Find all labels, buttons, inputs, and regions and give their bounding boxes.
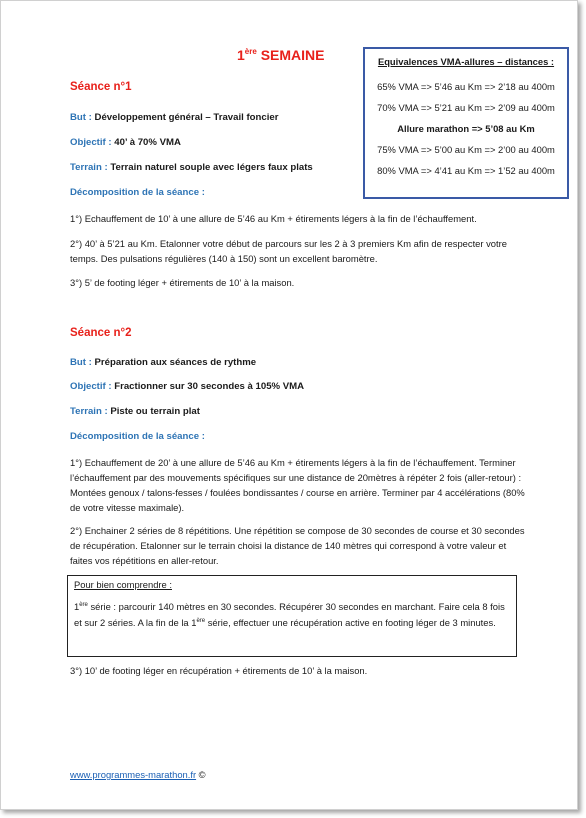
seance-2-objectif: Objectif : Fractionner sur 30 secondes à 105% VMA [70,381,305,392]
seance-1-but: But : Développement général – Travail foncier [70,112,279,123]
seance-1-step: 2°) 40’ à 5’21 au Km. Etalonner votre début de parcours sur les 2 à 3 premiers Km afin de respecter votre temps. Des pulsations régulières (140 à 150) sont un excellent baromètre. [70,238,507,264]
seance-2-step: 2°) Enchainer 2 séries de 8 répétitions. Une répétition se compose de 30 secondes de course et 30 secondes de récupération. Etalonner sur le terrain choisi la distance de 140 mètres qui correspond à votre valeur et faites vos répétitions en aller-retour. [70,525,525,566]
understanding-title: Pour bien comprendre : [74,579,172,590]
vma-row: 65% VMA => 5’46 au Km => 2’18 au 400m [377,81,555,92]
seance-2-terrain: Terrain : Piste ou terrain plat [70,406,200,417]
copyright-mark: © [196,769,206,780]
seance-1-step: 1°) Echauffement de 10’ à une allure de 5’46 au Km + étirements légers à la fin de l’échauffement. [70,213,477,224]
understanding-box [67,575,517,657]
website-link[interactable]: www.programmes-marathon.fr [70,769,197,780]
vma-row: 70% VMA => 5’21 au Km => 2’09 au 400m [377,102,555,113]
seance-2-step: 3°) 10’ de footing léger en récupération + étirements de 10’ à la maison. [70,665,368,676]
seance-1-objectif: Objectif : 40’ à 70% VMA [70,137,181,148]
seance-2-but: But : Préparation aux séances de rythme [70,357,257,368]
vma-equivalences-box [363,47,569,199]
seance-2-decomposition-heading: Décomposition de la séance : [70,431,205,442]
vma-row: 75% VMA => 5’00 au Km => 2’00 au 400m [377,144,555,155]
marathon-pace-row: Allure marathon => 5’08 au Km [397,123,535,134]
seance-1-step: 3°) 5’ de footing léger + étirements de 10’ à la maison. [70,277,295,288]
seance-2-step: 1°) Echauffement de 20’ à une allure de 5’46 au Km + étirements légers à la fin de l’échauffement. Terminer l’échauffement par des mouvements spécifiques sur une distance de 20mètres à répéter 2 fois (aller-retour) : Montées genoux / talons-fesses / foulées bondissantes / course en arrière. Terminer par 4 accélérations (80% de votre vitesse maximale). [70,457,525,513]
vma-box-heading: Equivalences VMA-allures – distances : [377,56,555,67]
seance-2-title: Séance n°2 [70,327,132,339]
vma-row: 80% VMA => 4’41 au Km => 1’52 au 400m [377,165,555,176]
seance-1-title: Séance n°1 [70,81,132,93]
footer [70,769,206,780]
seance-1-terrain: Terrain : Terrain naturel souple avec légers faux plats [70,162,313,173]
seance-1-decomposition-heading: Décomposition de la séance : [70,187,205,198]
understanding-body: 1ère série : parcourir 140 mètres en 30 secondes. Récupérer 30 secondes en marchant. Faire cela 8 fois et sur 2 séries. A la fin de la 1ère série, effectuer une récupération active en footing léger de 3 minutes. [74,601,505,629]
page-title: 1ère SEMAINE [237,47,325,63]
